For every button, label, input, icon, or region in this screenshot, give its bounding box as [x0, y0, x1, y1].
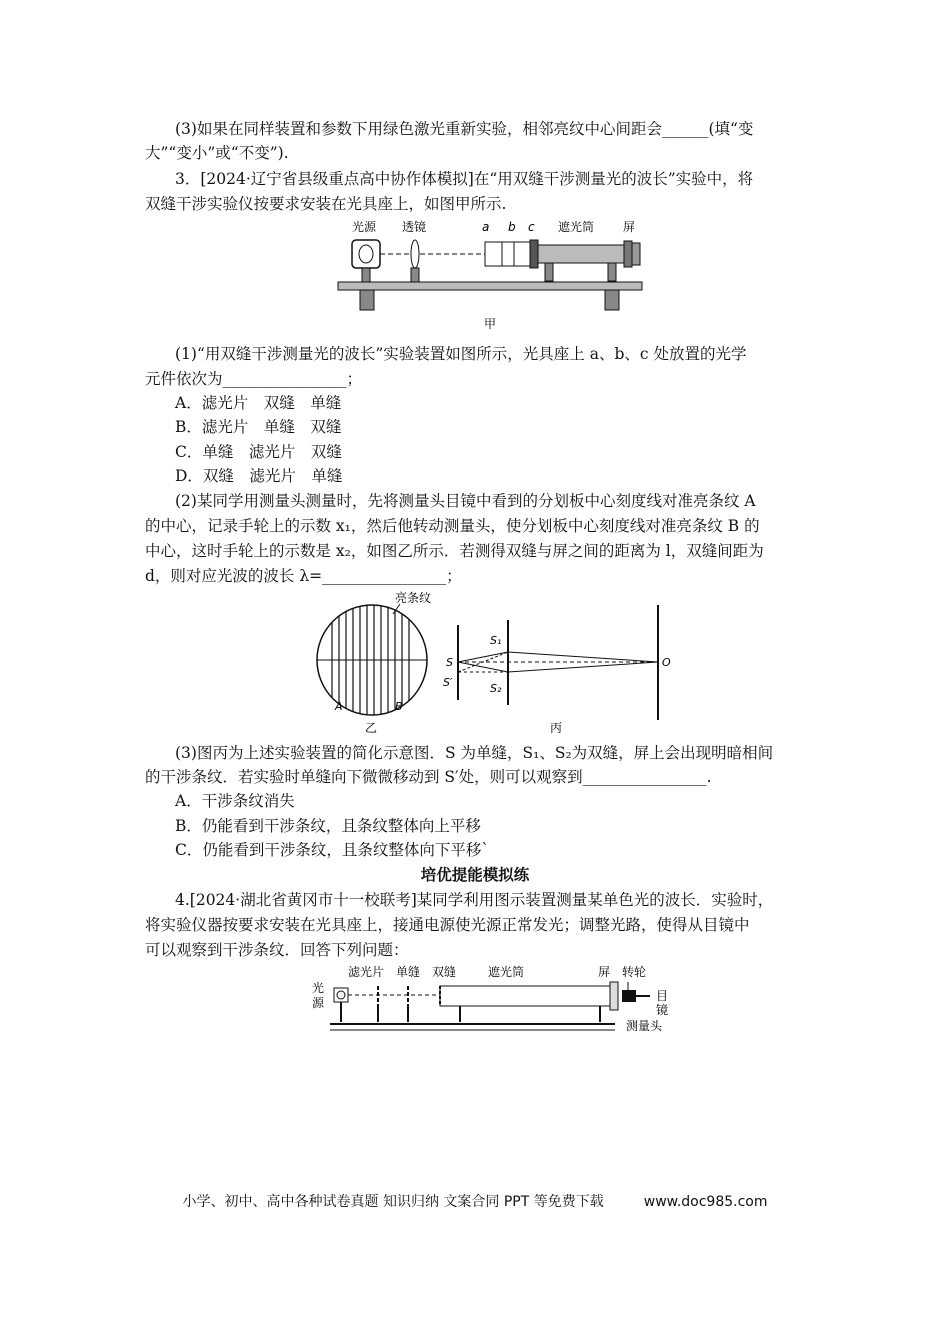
- q3-option-c: C．单缝 滤光片 双缝: [175, 443, 342, 461]
- fig-q4-label-eye-2: 镜: [656, 1003, 669, 1017]
- q4-line2: 将实验仪器按要求安装在光具座上，接通电源使光源正常发光；调整光路，使得从目镜中: [145, 916, 750, 934]
- fig-bing-label-s1: S₁: [490, 634, 502, 647]
- fig-q4-label-double: 双缝: [432, 965, 457, 979]
- fig-bing-label-sprime: S′: [443, 676, 453, 689]
- fig-yi-label-a: A: [335, 700, 343, 713]
- fig-bing-label-s: S: [446, 656, 453, 669]
- fig-q4-label-source-1: 光: [312, 981, 325, 995]
- q3-part3-option-a: A．干涉条纹消失: [175, 792, 295, 810]
- fig-jia-label-tube: 遮光筒: [558, 220, 595, 234]
- q3-option-d: D．双缝 滤光片 单缝: [175, 467, 343, 485]
- page-footer: [0, 1191, 950, 1211]
- q3-part3-option-c: C．仍能看到干涉条纹，且条纹整体向下平移`: [175, 841, 490, 859]
- q3-part2-line1: (2)某同学用测量头测量时，先将测量头目镜中看到的分划板中心刻度线对准亮条纹 A: [175, 492, 756, 510]
- q3-part3-option-b: B．仍能看到干涉条纹，且条纹整体向上平移: [175, 817, 481, 835]
- fig-bing-caption: 丙: [550, 721, 563, 735]
- section-title: 培优提能模拟练: [420, 865, 530, 884]
- fig-q4-label-filter: 滤光片: [348, 965, 385, 979]
- fig-yi-caption: 乙: [365, 721, 378, 735]
- fig-jia-label-a: a: [482, 220, 490, 234]
- figure-jia: [330, 215, 650, 335]
- q3-intro-line2: 双缝干涉实验仪按要求安装在光具座上，如图甲所示.: [145, 195, 507, 213]
- fig-jia-label-lens: 透镜: [402, 220, 427, 234]
- fig-q4-label-wheel: 转轮: [622, 965, 647, 979]
- q3-part2-line4: d，则对应光波的波长 λ=________________；: [145, 567, 462, 585]
- fig-jia-label-b: b: [508, 220, 516, 234]
- fig-q4-label-head: 测量头: [626, 1019, 663, 1033]
- q4-line3: 可以观察到干涉条纹．回答下列问题：: [145, 941, 409, 959]
- q2-part3-line2: 大”“变小”或“不变”).: [145, 144, 289, 162]
- q3-part2-line2: 的中心，记录手轮上的示数 x₁，然后他转动测量头，使分划板中心刻度线对准亮条纹 B 的: [145, 517, 760, 535]
- fig-jia-label-source: 光源: [352, 220, 377, 234]
- q3-part1-line2: 元件依次为________________；: [145, 370, 363, 388]
- figure-bing: [440, 600, 690, 740]
- fig-q4-label-single: 单缝: [396, 965, 421, 979]
- q3-part3-line1: (3)图丙为上述实验装置的简化示意图．S 为单缝，S₁、S₂为双缝，屏上会出现明暗相间: [175, 744, 774, 762]
- footer-text: 小学、初中、高中各种试卷真题 知识归纳 文案合同 PPT 等免费下载: [182, 1194, 604, 1210]
- fig-bing-label-s2: S₂: [490, 682, 502, 695]
- q3-option-a: A．滤光片 双缝 单缝: [175, 394, 342, 412]
- fig-q4-label-tube: 遮光筒: [488, 965, 525, 979]
- q4-line1: 4.[2024·湖北省黄冈市十一校联考]某同学利用图示装置测量某单色光的波长．实验时，: [175, 891, 774, 909]
- figure-yi: [305, 590, 445, 740]
- q3-option-b: B．滤光片 单缝 双缝: [175, 418, 342, 436]
- q3-intro-line1: 3．[2024·辽宁省县级重点高中协作体模拟]在“用双缝干涉测量光的波长”实验中，将: [175, 170, 754, 188]
- figure-q4-apparatus: [310, 962, 690, 1042]
- q3-part1-line1: (1)“用双缝干涉测量光的波长”实验装置如图所示，光具座上 a、b、c 处放置的光学: [175, 345, 747, 363]
- footer-site[interactable]: www.doc985.com: [643, 1194, 768, 1210]
- fig-jia-label-screen: 屏: [623, 220, 636, 234]
- fig-q4-label-source-2: 源: [312, 996, 325, 1010]
- fig-yi-label-bright: 亮条纹: [395, 591, 432, 605]
- q3-part2-line3: 中心，这时手轮上的示数是 x₂，如图乙所示．若测得双缝与屏之间的距离为 l，双缝间距为: [145, 542, 764, 560]
- fig-yi-label-b: B: [395, 700, 403, 713]
- fig-jia-caption: 甲: [484, 317, 497, 331]
- fig-q4-label-eye-1: 目: [656, 989, 669, 1003]
- fig-q4-label-screen: 屏: [598, 965, 611, 979]
- q2-part3-line1: (3)如果在同样装置和参数下用绿色激光重新实验，相邻亮纹中心间距会______(填“变: [175, 120, 754, 138]
- fig-jia-label-c: c: [528, 220, 535, 234]
- fig-bing-label-o: O: [662, 656, 671, 669]
- q3-part3-line2: 的干涉条纹．若实验时单缝向下微微移动到 S′处，则可以观察到________________.: [145, 768, 712, 786]
